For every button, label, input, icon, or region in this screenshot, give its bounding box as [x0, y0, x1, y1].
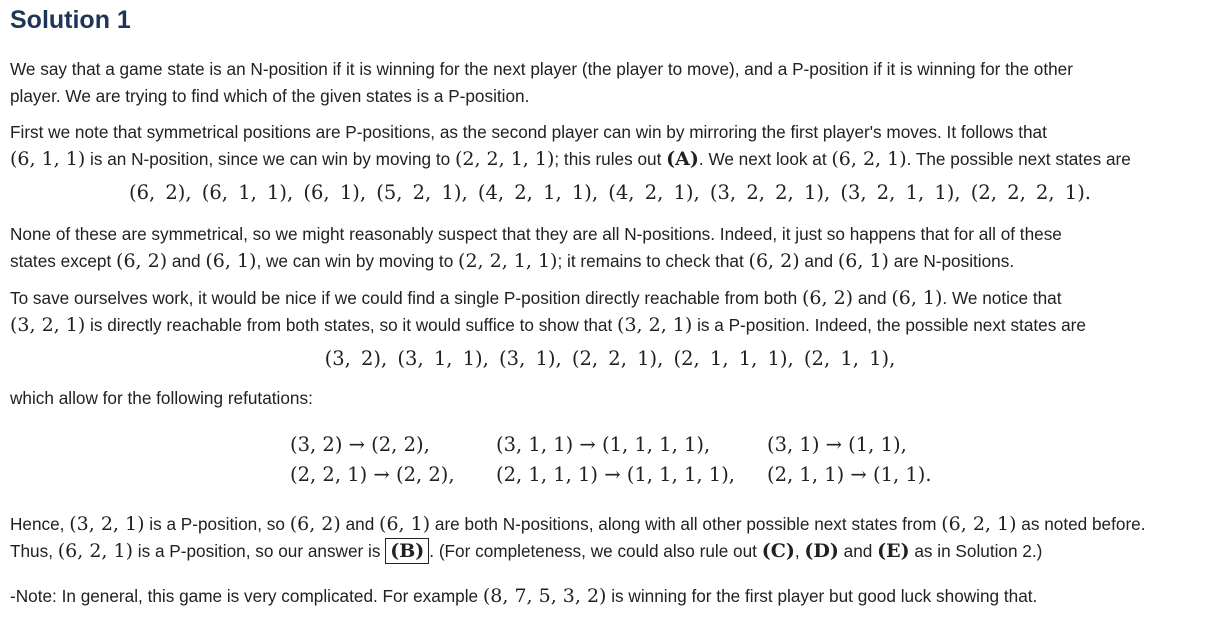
- text-run: and: [799, 251, 838, 271]
- math-choice-d: (D): [804, 540, 839, 562]
- display-next-states-321: (3, 2), (3, 1, 1), (3, 1), (2, 2, 1), (2, 1, 1, 1), (2, 1, 1),: [324, 347, 896, 370]
- refutation-r1c1: (3, 2) → (2, 2),: [290, 433, 430, 456]
- definitions-line-2: player. We are trying to find which of the given states is a P-position.: [10, 86, 530, 106]
- paragraph-note: [10, 583, 1215, 610]
- text-run: , we can win by moving to: [256, 251, 459, 271]
- math-inline: (6, 1): [837, 250, 889, 272]
- text-run: Hence,: [10, 514, 70, 534]
- text-run: is a P-position. Indeed, the possible next states are: [692, 315, 1086, 335]
- suspicion-line-1: None of these are symmetrical, so we might reasonably suspect that they are all N-positions. Indeed, it just so happens that for all of these: [10, 224, 1062, 244]
- math-inline: (6, 1): [379, 513, 431, 535]
- math-inline: (3, 2, 1): [69, 513, 145, 535]
- text-run: ; it remains to check that: [557, 251, 749, 271]
- paragraph-refutations-intro: which allow for the following refutations:: [10, 388, 313, 408]
- math-inline: (6, 1): [891, 287, 943, 309]
- math-inline: (6, 2, 1): [941, 513, 1017, 535]
- answer-box: (B): [385, 538, 429, 564]
- math-choice-a: (A): [666, 148, 699, 170]
- display-next-states-621: (6, 2), (6, 1, 1), (6, 1), (5, 2, 1), (4, 2, 1, 1), (4, 2, 1), (3, 2, 2, 1), (3, 2, 1, 1), (2, 2, 2, 1).: [128, 181, 1092, 204]
- refutation-r2c1: (2, 2, 1) → (2, 2),: [290, 463, 455, 486]
- text-run: -Note: In general, this game is very complicated. For example: [10, 586, 483, 606]
- math-choice-c: (C): [761, 540, 795, 562]
- math-inline: (6, 2): [116, 250, 168, 272]
- text-run: . The possible next states are: [906, 149, 1131, 169]
- math-inline: (3, 2, 1): [617, 314, 693, 336]
- text-run: . We next look at: [698, 149, 832, 169]
- text-run: . We notice that: [942, 288, 1062, 308]
- text-run: and: [838, 541, 878, 561]
- definitions-line-1: We say that a game state is an N-position if it is winning for the next player (the player to move), and a P-position if it is winning for the other: [10, 59, 1073, 79]
- math-inline: (2, 2, 1, 1): [454, 148, 555, 170]
- paragraph-conclusion: [10, 511, 1215, 565]
- refutation-r2c2: (2, 1, 1, 1) → (1, 1, 1, 1),: [496, 463, 735, 486]
- refutation-r2c3: (2, 1, 1) → (1, 1).: [767, 463, 932, 486]
- text-run: and: [167, 251, 206, 271]
- text-run: . (For completeness, we could also rule out: [429, 541, 762, 561]
- text-run: is winning for the first player but good luck showing that.: [606, 586, 1038, 606]
- text-run: is a P-position, so our answer is: [133, 541, 386, 561]
- math-inline: (2, 2, 1, 1): [458, 250, 558, 272]
- text-run: are both N-positions, along with all other possible next states from: [430, 514, 942, 534]
- text-run: is a P-position, so: [144, 514, 290, 534]
- refutation-r1c2: (3, 1, 1) → (1, 1, 1, 1),: [496, 433, 711, 456]
- text-run: is directly reachable from both states, so it would suffice to show that: [85, 315, 618, 335]
- solution-heading: Solution 1: [10, 6, 131, 34]
- text-run: as in Solution 2.): [909, 541, 1043, 561]
- paragraph-save-work: [10, 285, 1215, 339]
- text-run: and: [340, 514, 380, 534]
- text-run: Thus,: [10, 541, 58, 561]
- symmetry-line-1: First we note that symmetrical positions are P-positions, as the second player can win by mirroring the first player's moves. It follows that: [10, 122, 1047, 142]
- paragraph-symmetry: [10, 119, 1215, 173]
- text-run: states except: [10, 251, 117, 271]
- math-inline: (6, 1, 1): [10, 148, 86, 170]
- paragraph-suspicion: [10, 221, 1215, 275]
- text-run: ; this rules out: [554, 149, 667, 169]
- math-inline: (6, 2): [801, 287, 854, 309]
- refutation-r1c3: (3, 1) → (1, 1),: [767, 433, 907, 456]
- math-choice-e: (E): [877, 540, 910, 562]
- text-run: as noted before.: [1016, 514, 1146, 534]
- math-inline: (6, 2): [748, 250, 800, 272]
- math-inline: (6, 2, 1): [57, 540, 134, 562]
- math-inline: (6, 1): [205, 250, 257, 272]
- text-run: To save ourselves work, it would be nice if we could find a single P-position directly reachable from both: [10, 288, 802, 308]
- text-run: ,: [794, 541, 805, 561]
- text-run: are N-positions.: [888, 251, 1015, 271]
- text-run: is an N-position, since we can win by moving to: [85, 149, 455, 169]
- math-inline: (8, 7, 5, 3, 2): [482, 585, 607, 607]
- math-inline: (6, 2): [289, 513, 341, 535]
- text-run: and: [853, 288, 892, 308]
- math-inline: (6, 2, 1): [831, 148, 907, 170]
- math-inline: (3, 2, 1): [10, 314, 86, 336]
- paragraph-definitions: [10, 56, 1215, 110]
